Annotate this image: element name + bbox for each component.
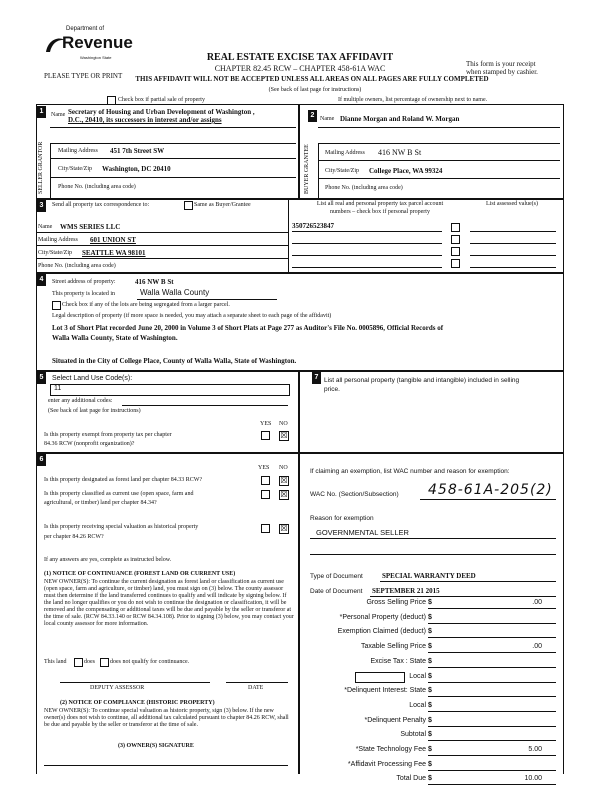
segregated-checkbox[interactable] <box>52 301 61 310</box>
land-use-code: 11 <box>54 385 62 392</box>
tax-row-label: *Delinquent Penalty <box>364 717 426 724</box>
see-back-note: (See back of last page for instructions) <box>268 87 362 93</box>
buyer-mailing-rule <box>318 160 560 161</box>
logo-dept-line: Department of <box>66 26 105 32</box>
form-title: REAL ESTATE EXCISE TAX AFFIDAVIT <box>206 52 394 63</box>
buyer-mailing: 416 NW B St <box>378 148 422 157</box>
send-correspondence-label: Send all property tax correspondence to: <box>52 202 150 208</box>
street-label: Street address of property: <box>52 279 116 285</box>
exempt-question-2: 84.36 RCW (nonprofit organization)? <box>44 441 135 447</box>
corr-name-rule <box>36 232 288 233</box>
notice-compliance-text: NEW OWNER(S): To continue special valuation as historic property, sign (3) below. If the new owner(s) does not wish to continue, all additional tax calculated pursuant to chapter 84.26 RCW, shall be due and payable by the seller or transferor at the time of sale. <box>44 708 289 728</box>
assessed-rule-2 <box>470 243 556 244</box>
corr-mailing-rule <box>36 245 288 246</box>
tax-row-label: Taxable Selling Price <box>361 643 426 650</box>
seller-blank-rule <box>50 143 296 144</box>
land-use-see-back: (See back of last page for instructions) <box>48 408 141 414</box>
seller-name-rule <box>50 127 296 128</box>
land-use-code-select[interactable] <box>50 384 290 396</box>
corr-mailing-label: Mailing Address <box>38 237 78 243</box>
seller-side-label: SELLER GRANTOR <box>38 141 44 194</box>
parcel-number: 350726523847 <box>292 222 334 230</box>
legal-label: Legal description of property (if more space is needed, you may attach a separate sheet to each page of the affidavit) <box>52 313 332 319</box>
tax-row-dollar: $ <box>428 658 432 665</box>
legal-line-1: Lot 3 of Short Plat recorded June 20, 2000 in Volume 3 of Short Plats at Page 277 as Auditor's File No. 0005896, Official Records of <box>52 324 444 332</box>
wac-rule <box>420 499 556 500</box>
tax-row-rule <box>428 755 556 756</box>
owner-signature-label: (3) OWNER(S) SIGNATURE <box>118 743 194 749</box>
owner-signature-rule <box>44 765 288 766</box>
additional-codes-label: enter any additional codes: <box>48 398 113 404</box>
buyer-name-rule <box>318 127 560 128</box>
historical-yes-checkbox[interactable] <box>261 524 270 533</box>
notice-continuance-text: NEW OWNER(S): To continue the current designation as forest land or classification as current use (open space, farm and agriculture, or timber) land, you must sign on (3) below. The county assessor must then determine if the land transferred continues to qualify and will indicate by signing below. If the land no longer qualifies or you do not wish to continue the designation or classification, it will be removed and the compensating or additional taxes will be due and payable by the seller or transferor at the time of sale. (RCW 84.33.140 or RCW 84.34.108). Prior to signing (3) below, you may contact your local county assessor for more information. <box>44 579 294 627</box>
current-use-question-2: agricultural, or timber) land per chapter 84.34? <box>44 500 157 506</box>
current-use-yes-checkbox[interactable] <box>261 490 270 499</box>
exempt-question-1: Is this property exempt from property tax per chapter <box>44 432 172 438</box>
corr-city-rule <box>36 258 288 259</box>
buyer-city-rule <box>318 178 560 179</box>
deputy-sign-rule <box>60 682 210 683</box>
seller-mailing: 451 7th Street SW <box>110 147 165 155</box>
buyer-name-label: Name <box>320 116 335 122</box>
personal-property-label-2: price. <box>324 386 340 393</box>
tax-row-dollar: $ <box>428 761 432 768</box>
tax-row-value[interactable]: .00 <box>532 599 542 606</box>
section-6-badge: 6 <box>37 454 46 466</box>
parcel-rule-1 <box>292 231 442 232</box>
same-as-buyer-label: Same as Buyer/Grantee <box>194 202 251 208</box>
seller-phone-label: Phone No. (including area code) <box>58 184 136 190</box>
tax-row-rule <box>428 667 556 668</box>
exemption-question: If claiming an exemption, list WAC number and reason for exemption: <box>310 468 510 475</box>
tax-row-dollar: $ <box>428 614 432 621</box>
additional-codes-rule <box>122 405 288 406</box>
buyer-city-label: City/State/Zip <box>325 168 359 174</box>
does-not-label: does not qualify for continuance. <box>110 659 190 665</box>
notice-compliance-title: (2) NOTICE OF COMPLIANCE (HISTORIC PROPERTY) <box>60 700 215 706</box>
section-5-badge: 5 <box>37 372 46 384</box>
section-7-badge: 7 <box>312 372 321 384</box>
tax-row-rule <box>428 608 556 609</box>
parcel-header-2: numbers – check box if personal property <box>330 209 430 215</box>
seller-mailing-rule <box>50 158 296 159</box>
segregated-label: Check box if any of the lots are being segregated from a larger parcel. <box>62 302 230 308</box>
doc-date: SEPTEMBER 21 2015 <box>372 587 440 595</box>
assessed-rule-3 <box>470 255 556 256</box>
doc-date-rule <box>370 596 556 597</box>
tax-row-value[interactable]: 10.00 <box>524 775 542 782</box>
parcel-rule-3 <box>292 255 442 256</box>
located-rule <box>137 299 277 300</box>
corr-name-label: Name <box>38 224 53 230</box>
same-as-buyer-checkbox[interactable] <box>184 201 193 210</box>
tax-row-label: *Affidavit Processing Fee <box>347 761 426 768</box>
historical-question-2: per chapter 84.26 RCW? <box>44 534 104 540</box>
deputy-date-label: DATE <box>248 685 264 691</box>
doc-type-rule <box>380 581 556 582</box>
parcel-header-1: List all real and personal property tax parcel account <box>316 201 444 207</box>
seller-city-label: City/State/Zip <box>58 166 92 172</box>
tax-row-dollar: $ <box>428 731 432 738</box>
seller-city-rule <box>50 177 296 178</box>
tax-row-dollar: $ <box>428 643 432 650</box>
form-warning: THIS AFFIDAVIT WILL NOT BE ACCEPTED UNLESS ALL AREAS ON ALL PAGES ARE FULLY COMPLETED <box>135 75 489 83</box>
dor-logo <box>44 26 134 70</box>
parcel-rule-4 <box>292 267 442 268</box>
section5-yes-header: YES <box>260 421 272 427</box>
tax-row-dollar: $ <box>428 717 432 724</box>
does-qualify-checkbox[interactable] <box>74 658 83 667</box>
tax-row-rule <box>428 682 556 683</box>
tax-row-label: *Personal Property (deduct) <box>339 614 426 621</box>
tax-row-rule <box>428 726 556 727</box>
if-yes-note: If any answers are yes, complete as instructed below. <box>44 557 172 563</box>
parcel-personal-checkbox-1[interactable] <box>451 223 460 232</box>
forest-yes-checkbox[interactable] <box>261 476 270 485</box>
receipt-note-2: when stamped by cashier. <box>466 68 538 76</box>
does-not-qualify-checkbox[interactable] <box>100 658 109 667</box>
tax-row-dollar: $ <box>428 702 432 709</box>
tax-row-rule <box>428 696 556 697</box>
buyer-blank-rule <box>318 143 560 144</box>
section-1-badge: 1 <box>37 106 46 118</box>
seller-mailing-label: Mailing Address <box>58 148 98 154</box>
assessed-rule-1 <box>470 231 556 232</box>
personal-property-label-1: List all personal property (tangible and intangible) included in selling <box>324 377 520 384</box>
section-2-badge: 2 <box>308 110 317 122</box>
tax-row-dollar: $ <box>428 775 432 782</box>
corr-mailing: 601 UNION ST <box>90 236 136 244</box>
tax-row-label: Exemption Claimed (deduct) <box>337 628 426 635</box>
assessed-rule-4 <box>470 267 556 268</box>
parcel-personal-checkbox-2[interactable] <box>451 235 460 244</box>
legal-line-2: Walla Walla County, State of Washington. <box>52 334 178 342</box>
please-type-label: PLEASE TYPE OR PRINT <box>44 72 123 80</box>
wac-handwritten: 458-61A-205(2) <box>428 482 553 498</box>
seller-name-line2: D.C., 20410, its successors in interest and/or assigns <box>68 116 222 124</box>
forest-question: Is this property designated as forest land per chapter 84.33 RCW? <box>44 477 203 483</box>
tax-row-dollar: $ <box>428 628 432 635</box>
section5-no-header: NO <box>279 421 288 427</box>
this-land-label: This land <box>44 659 67 665</box>
seller-name-line1: Secretary of Housing and Urban Development of Washington , <box>68 108 255 116</box>
seller-city: Washington, DC 20410 <box>102 165 171 173</box>
tax-row-dollar: $ <box>428 673 432 680</box>
situated-line: Situated in the City of College Place, County of Walla Walla, State of Washington. <box>52 357 297 365</box>
historical-no-checkbox[interactable]: ☒ <box>280 524 288 533</box>
logo-word: Revenue <box>62 33 133 52</box>
land-use-label: Select Land Use Code(s): <box>52 375 133 382</box>
corr-city: SEATTLE WA 98101 <box>82 249 146 257</box>
buyer-city: College Place, WA 99324 <box>369 167 443 175</box>
section3-divider <box>288 198 289 272</box>
tax-row-dollar: $ <box>428 746 432 753</box>
doc-date-label: Date of Document <box>310 588 363 595</box>
street-address: 416 NW B St <box>135 278 174 286</box>
tax-row-label: Excise Tax : State <box>370 658 426 665</box>
section-4-badge: 4 <box>37 274 46 286</box>
logo-state-line: Washington State <box>80 55 112 60</box>
tax-row-rule <box>428 637 556 638</box>
section-3-badge: 3 <box>37 200 46 212</box>
does-label: does <box>84 659 95 665</box>
forest-no-checkbox[interactable]: ☒ <box>280 476 288 485</box>
deputy-assessor-label: DEPUTY ASSESSOR <box>90 685 145 691</box>
buyer-side-rule <box>318 143 319 198</box>
seller-side-rule <box>50 143 51 198</box>
reason-rule-1 <box>310 538 556 539</box>
tax-row-label: Gross Selling Price <box>366 599 426 606</box>
tax-row-dollar: $ <box>428 687 432 694</box>
tax-row-label: Total Due <box>396 775 426 782</box>
tax-row-value[interactable]: 5.00 <box>528 746 542 753</box>
tax-row-rule <box>428 740 556 741</box>
buyer-side-label: BUYER GRANTEE <box>304 144 310 194</box>
tax-row-label: Subtotal <box>400 731 426 738</box>
corr-phone-label: Phone No. (including area code) <box>38 263 116 269</box>
exempt-no-checkbox[interactable]: ☒ <box>280 431 288 440</box>
reason-rule-2 <box>310 554 556 555</box>
exemption-reason: GOVERNMENTAL SELLER <box>316 528 409 537</box>
parcel-rule-2 <box>292 243 442 244</box>
section6-yes-header: YES <box>258 465 270 471</box>
tax-row-label: *State Technology Fee <box>355 746 426 753</box>
tax-row-rule <box>428 623 556 624</box>
buyer-mailing-label: Mailing Address <box>325 150 365 156</box>
historical-question-1: Is this property receiving special valuation as historical property <box>44 524 199 530</box>
parcel-personal-checkbox-3[interactable] <box>451 247 460 256</box>
tax-row-label: Local <box>409 702 426 709</box>
receipt-note-1: This form is your receipt <box>466 60 536 68</box>
buyer-name: Dianne Morgan and Roland W. Morgan <box>340 115 460 123</box>
wac-label: WAC No. (Section/Subsection) <box>310 491 399 498</box>
tax-row-dollar: $ <box>428 599 432 606</box>
doc-type: SPECIAL WARRANTY DEED <box>382 572 476 580</box>
tax-row-rule <box>428 652 556 653</box>
located-county: Walla Walla County <box>140 288 210 297</box>
seller-name-label: Name <box>51 112 66 118</box>
doc-type-label: Type of Document <box>310 573 363 580</box>
multiple-owners-note: If multiple owners, list percentage of ownership next to name. <box>338 97 488 103</box>
local-rate-input[interactable] <box>355 672 405 683</box>
tax-row-rule <box>428 711 556 712</box>
form-chapter: CHAPTER 82.45 RCW – CHAPTER 458-61A WAC <box>214 64 386 73</box>
current-use-question-1: Is this property classified as current use (open space, farm and <box>44 491 194 497</box>
buyer-phone-label: Phone No. (including area code) <box>325 185 403 191</box>
assessed-header: List assessed value(s) <box>486 201 538 207</box>
tax-row-rule <box>428 770 556 771</box>
tax-row-label: *Delinquent Interest: State <box>344 687 426 694</box>
tax-row-label: Local <box>409 673 426 680</box>
current-use-no-checkbox[interactable]: ☒ <box>280 490 288 499</box>
deputy-date-rule <box>226 682 288 683</box>
notice-continuance-title: (1) NOTICE OF CONTINUANCE (FOREST LAND OR CURRENT USE) <box>44 571 236 577</box>
located-label: This property is located in <box>52 291 115 297</box>
corr-name: WMS SERIES LLC <box>60 223 121 231</box>
partial-sale-label: Check box if partial sale of property <box>118 97 205 103</box>
section6-no-header: NO <box>279 465 288 471</box>
tax-row-value[interactable]: .00 <box>532 643 542 650</box>
corr-city-label: City/State/Zip <box>38 250 72 256</box>
reason-label: Reason for exemption <box>310 515 374 522</box>
exempt-yes-checkbox[interactable] <box>261 431 270 440</box>
parcel-personal-checkbox-4[interactable] <box>451 259 460 268</box>
